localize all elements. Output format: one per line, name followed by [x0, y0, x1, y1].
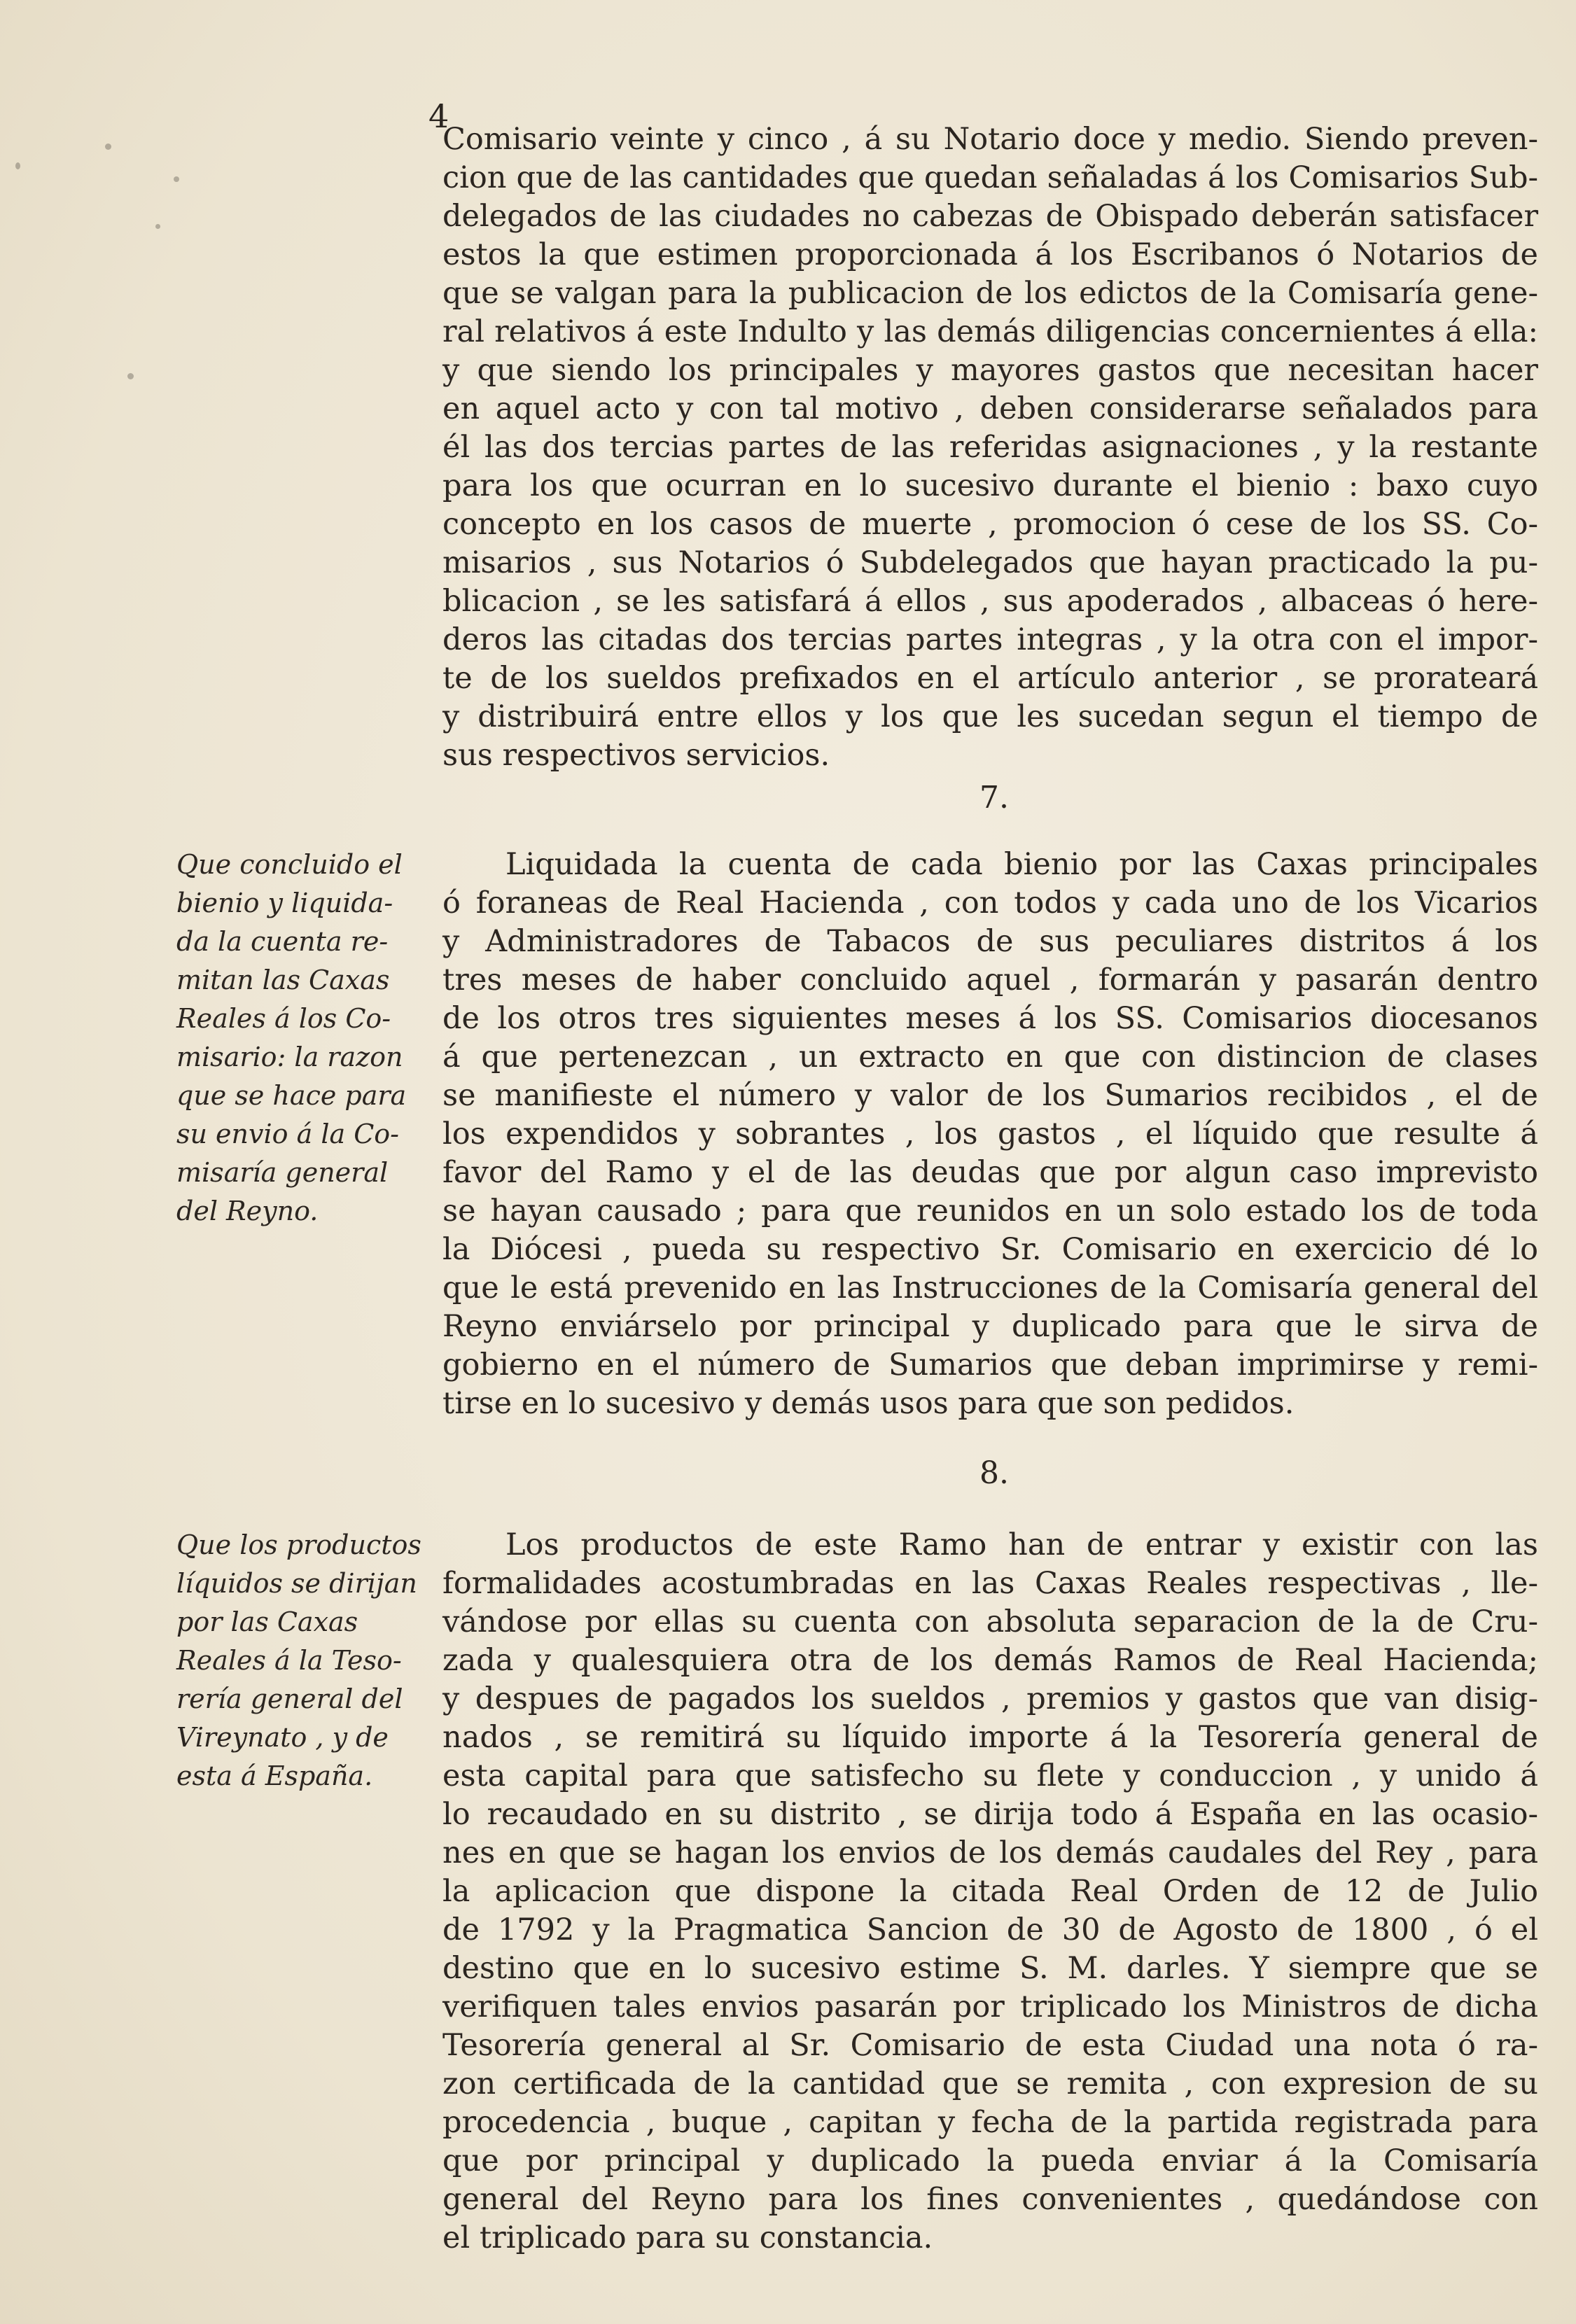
text-line: gobierno en el número de Sumarios que deban imprimirse y remi- [442, 1348, 1538, 1382]
text-line: ó foraneas de Real Hacienda , con todos y cada uno de los Vicarios [442, 886, 1538, 920]
ink-spot [15, 162, 20, 169]
note-line: su envio á la Co- [176, 1119, 400, 1149]
text-line: nados , se remitirá su líquido importe á la Tesorería general de [442, 1720, 1538, 1755]
text-line: tirse en lo sucesivo y demás usos para que son pedidos. [442, 1386, 1295, 1421]
page-number: 4 [428, 97, 449, 135]
text-line: á que pertenezcan , un extracto en que con distincion de clases [442, 1040, 1538, 1074]
text-line: nes en que se hagan los envios de los demás caudales del Rey , para [442, 1835, 1538, 1870]
text-line: Tesorería general al Sr. Comisario de esta Ciudad una nota ó ra- [442, 2028, 1538, 2063]
note-line: que se hace para [176, 1080, 407, 1111]
text-line: destino que en lo sucesivo estime S. M. darles. Y siempre que se [442, 1951, 1538, 1986]
text-line: general del Reyno para los fines convenientes , quedándose con [442, 2182, 1538, 2217]
ink-spot [127, 373, 134, 379]
note-line: líquidos se dirijan [176, 1568, 417, 1599]
text-line: deros las citadas dos tercias partes integras , y la otra con el impor- [442, 622, 1538, 657]
text-line: tres meses de haber concluido aquel , formarán y pasarán dentro [442, 962, 1538, 997]
text-line: la aplicacion que dispone la citada Real Orden de 12 de Julio [442, 1874, 1538, 1909]
text-line: Comisario veinte y cinco , á su Notario doce y medio. Siendo preven- [442, 122, 1538, 157]
text-line: procedencia , buque , capitan y fecha de la partida registrada para [442, 2105, 1538, 2140]
note-line: Reales á la Teso- [176, 1645, 402, 1676]
text-line: para los que ocurran en lo sucesivo durante el bienio : baxo cuyo [442, 468, 1538, 503]
text-line: que le está prevenido en las Instrucciones de la Comisaría general del [442, 1270, 1538, 1306]
section-paragraph [442, 1526, 1538, 2258]
section-paragraph [442, 846, 1538, 1423]
note-line: bienio y liquida- [176, 888, 393, 918]
ink-spot [174, 176, 179, 182]
text-line: concepto en los casos de muerte , promocion ó cese de los SS. Co- [442, 507, 1538, 542]
text-line: zon certificada de la cantidad que se remita , con expresion de su [442, 2066, 1538, 2101]
text-line: vándose por ellas su cuenta con absoluta separacion de la de Cru- [442, 1604, 1538, 1639]
ink-spot [105, 144, 111, 150]
text-line: los expendidos y sobrantes , los gastos , el líquido que resulte á [442, 1116, 1538, 1152]
margin-note [176, 846, 435, 1231]
note-line: rería general del [176, 1684, 403, 1714]
text-line: se manifieste el número y valor de los Sumarios recibidos , el de [442, 1078, 1538, 1113]
text-line: Reyno enviárselo por principal y duplicado para que le sirva de [442, 1309, 1538, 1344]
text-line: que se valgan para la publicacion de los edictos de la Comisaría gene- [442, 276, 1538, 311]
note-line: Que los productos [176, 1530, 421, 1560]
text-line: ral relativos á este Indulto y las demás diligencias concernientes á ella: [442, 314, 1538, 349]
text-line: y despues de pagados los sueldos , premios y gastos que van disig- [442, 1681, 1538, 1716]
text-line: Liquidada la cuenta de cada bienio por las Caxas principales [505, 847, 1538, 882]
note-line: misario: la razon [176, 1042, 403, 1072]
text-line: sus respectivos servicios. [442, 738, 830, 773]
text-line: formalidades acostumbradas en las Caxas Reales respectivas , lle- [442, 1566, 1538, 1601]
text-line: el triplicado para su constancia. [442, 2220, 933, 2255]
text-line: lo recaudado en su distrito , se dirija todo á España en las ocasio- [442, 1797, 1538, 1832]
note-line: da la cuenta re- [176, 926, 389, 957]
text-line: cion que de las cantidades que quedan señaladas á los Comisarios Sub- [442, 160, 1538, 195]
text-line: estos la que estimen proporcionada á los Escribanos ó Notarios de [442, 237, 1538, 272]
text-line: se hayan causado ; para que reunidos en un solo estado los de toda [442, 1194, 1538, 1228]
note-line: misaría general [176, 1157, 389, 1188]
text-line: él las dos tercias partes de las referidas asignaciones , y la restante [442, 430, 1538, 465]
text-line: la Diócesi , pueda su respectivo Sr. Comisario en exercicio dé lo [442, 1232, 1538, 1267]
note-line: esta á España. [176, 1760, 373, 1791]
text-line: en aquel acto y con tal motivo , deben considerarse señalados para [442, 391, 1538, 426]
intro-paragraph [442, 120, 1538, 775]
ink-spot [155, 224, 160, 229]
text-line: y distribuirá entre ellos y los que les sucedan segun el tiempo de [442, 699, 1538, 734]
note-line: Reales á los Co- [176, 1003, 391, 1034]
margin-note [176, 1526, 435, 1795]
text-line: misarios , sus Notarios ó Subdelegados que hayan practicado la pu- [442, 545, 1538, 580]
text-line: de los otros tres siguientes meses á los SS. Comisarios diocesanos [442, 1001, 1538, 1036]
note-line: por las Caxas [176, 1606, 358, 1637]
text-line: esta capital para que satisfecho su flete y conduccion , y unido á [442, 1758, 1538, 1793]
text-line: favor del Ramo y el de las deudas que por algun caso imprevisto [442, 1155, 1538, 1190]
text-line: zada y qualesquiera otra de los demás Ramos de Real Hacienda; [442, 1643, 1538, 1678]
text-line: delegados de las ciudades no cabezas de Obispado deberán satisfacer [442, 199, 1538, 234]
text-line: y que siendo los principales y mayores gastos que necesitan hacer [442, 353, 1538, 388]
text-line: blicacion , se les satisfará á ellos , sus apoderados , albaceas ó here- [442, 584, 1538, 619]
text-line: te de los sueldos prefixados en el artículo anterior , se prorateará [442, 661, 1538, 696]
note-line: mitan las Caxas [176, 965, 390, 995]
section-number: 8. [979, 1455, 1009, 1491]
note-line: del Reyno. [176, 1196, 319, 1226]
text-line: Los productos de este Ramo han de entrar y existir con las [505, 1527, 1538, 1562]
section-number: 7. [979, 780, 1009, 816]
text-line: verifiquen tales envios pasarán por triplicado los Ministros de dicha [442, 1989, 1538, 2024]
note-line: Vireynato , y de [176, 1722, 389, 1753]
note-line: Que concluido el [176, 849, 403, 880]
text-line: que por principal y duplicado la pueda enviar á la Comisaría [442, 2143, 1538, 2178]
text-line: y Administradores de Tabacos de sus peculiares distritos á los [442, 924, 1538, 959]
text-line: de 1792 y la Pragmatica Sancion de 30 de Agosto de 1800 , ó el [442, 1912, 1538, 1947]
